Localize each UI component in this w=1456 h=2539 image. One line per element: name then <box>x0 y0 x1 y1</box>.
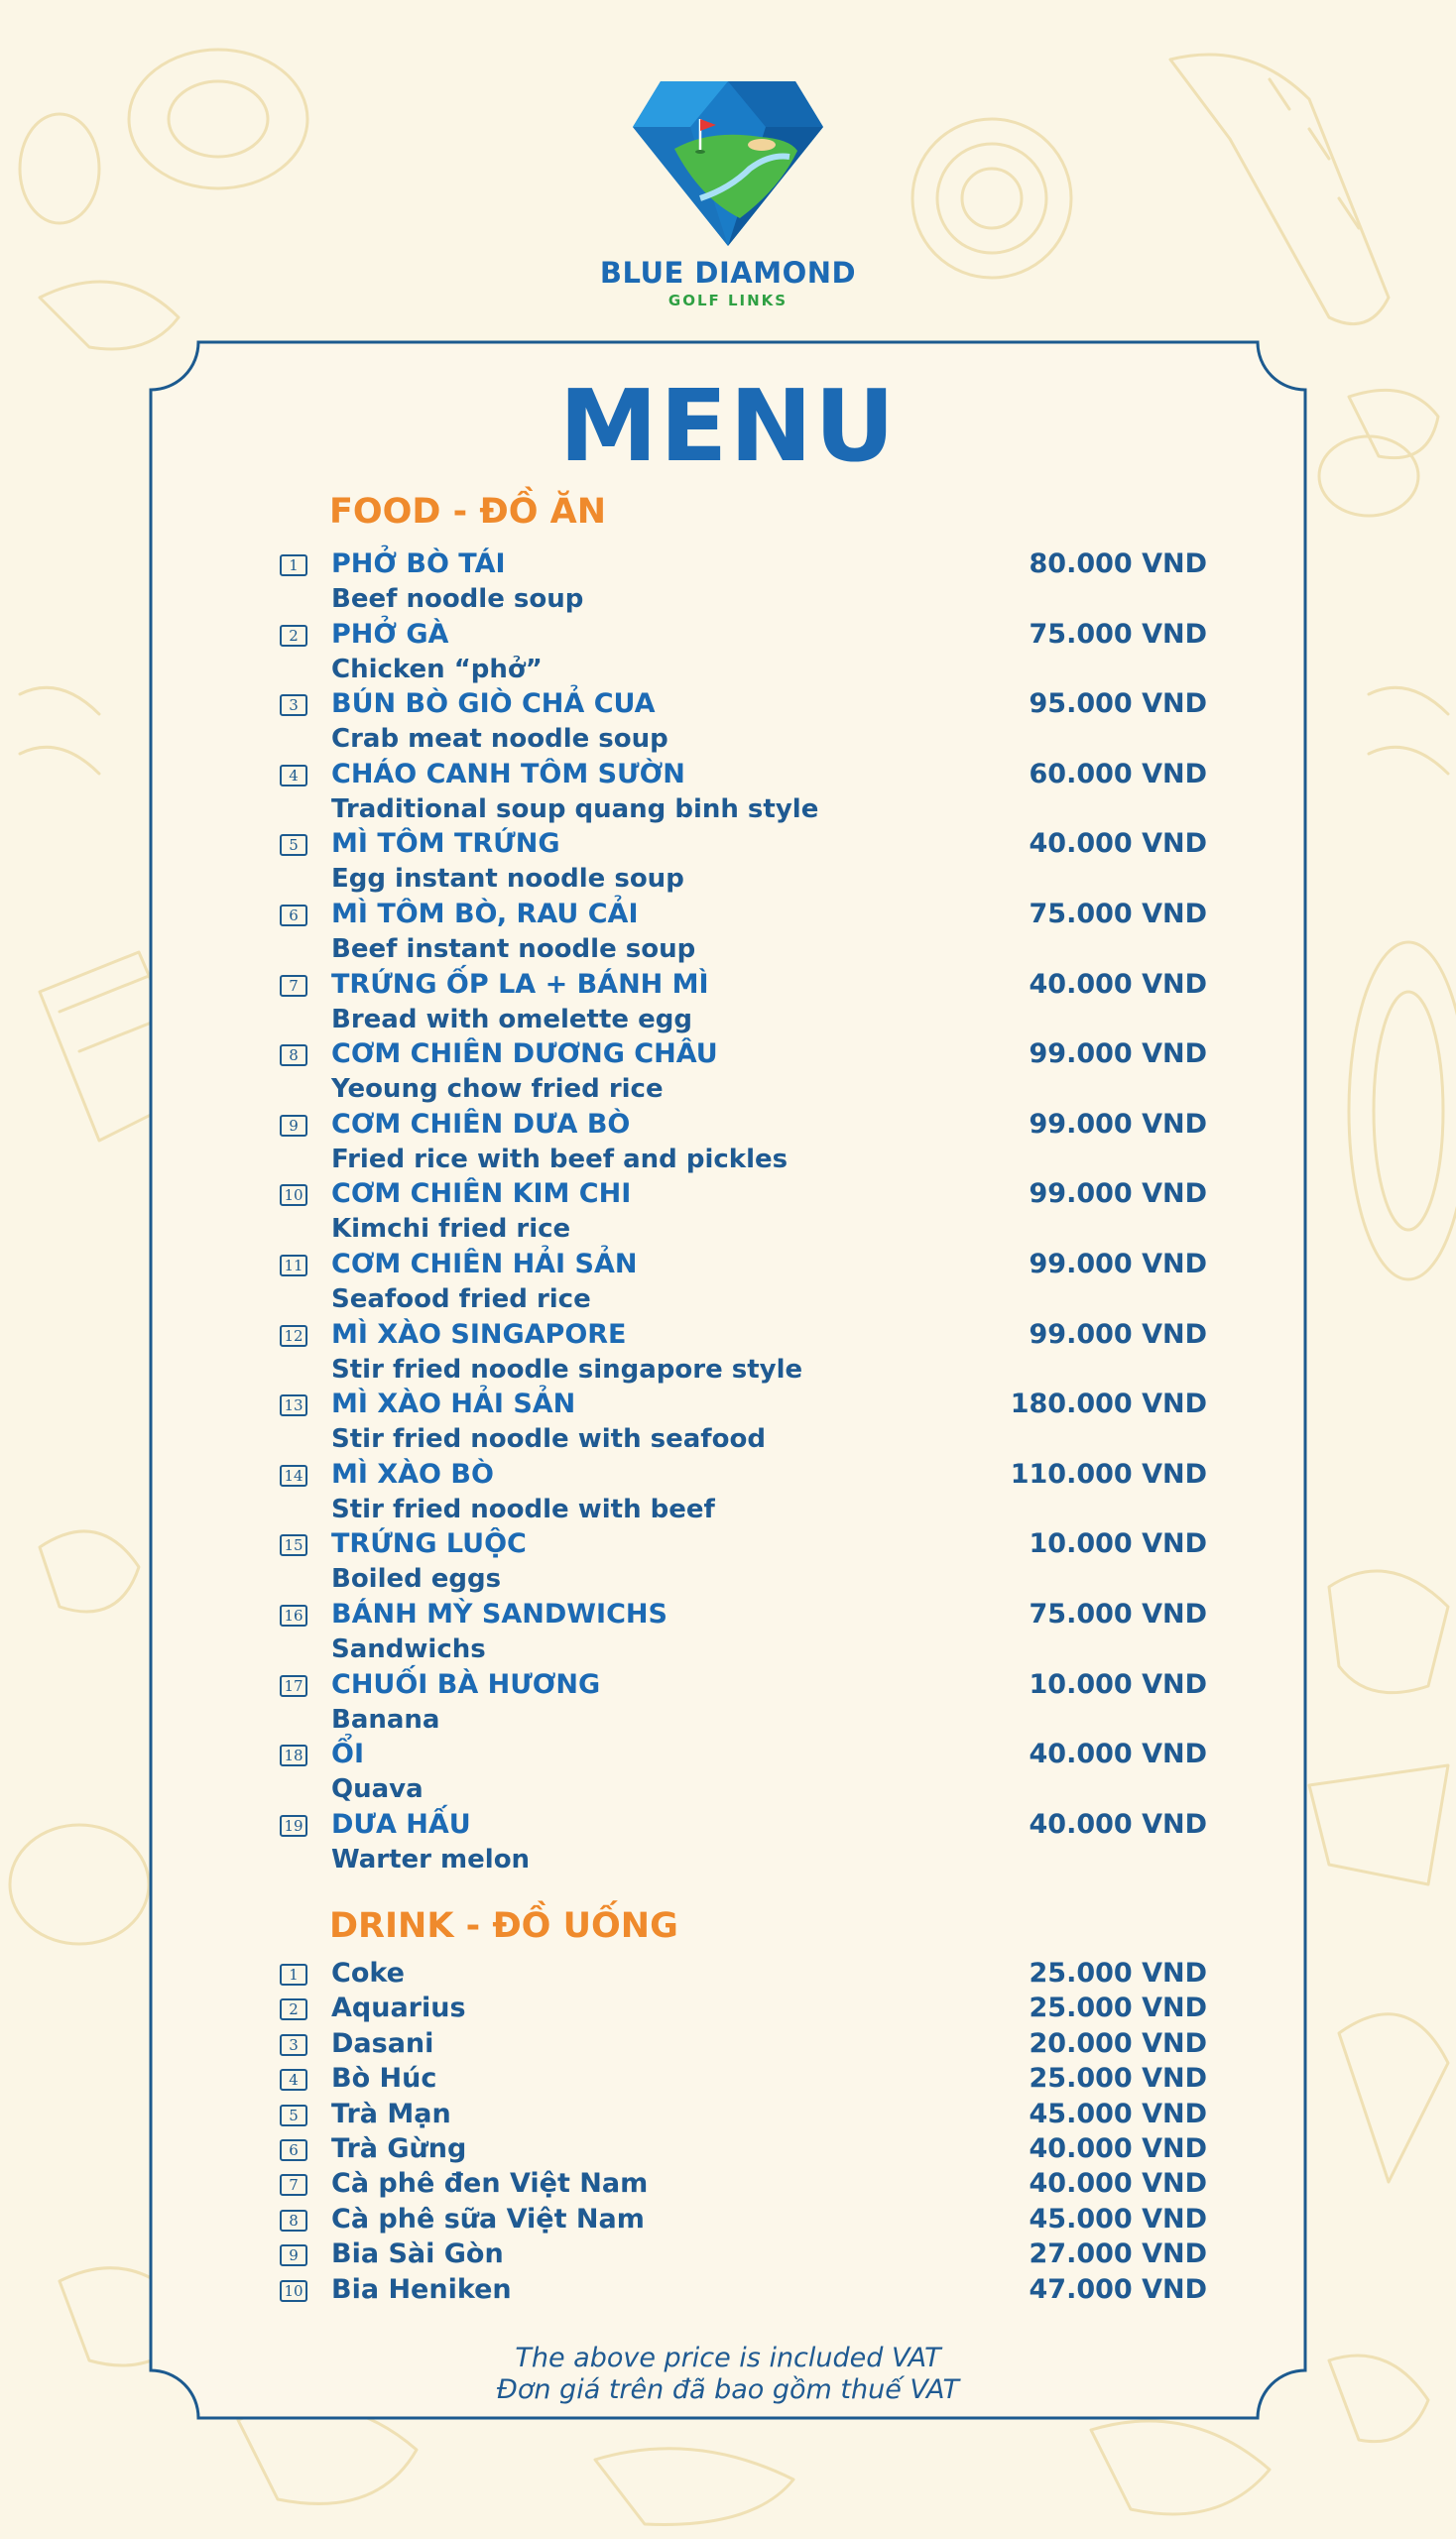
item-name: Bò Húc <box>331 2063 437 2095</box>
item-number: 8 <box>280 1044 307 1066</box>
drink-list <box>280 1956 1207 2307</box>
item-description: Boiled eggs <box>331 1564 502 1595</box>
item-number: 19 <box>280 1815 307 1837</box>
item-name: Bia Sài Gòn <box>331 2238 504 2270</box>
item-number: 1 <box>280 554 307 576</box>
item-price: 110.000 VND <box>1010 1458 1207 1490</box>
item-description: Crab meat noodle soup <box>331 724 668 755</box>
food-list <box>280 546 1207 1876</box>
item-description: Yeoung chow fried rice <box>331 1074 664 1105</box>
item-number: 1 <box>280 1964 307 1986</box>
item-price: 75.000 VND <box>1029 898 1207 929</box>
item-number: 2 <box>280 1998 307 2020</box>
item-number: 2 <box>280 625 307 647</box>
item-name: PHỞ BÒ TÁI <box>331 548 506 579</box>
item-number: 13 <box>280 1394 307 1416</box>
item-description: Chicken “phở” <box>331 654 543 684</box>
item-name: CHÁO CANH TÔM SƯỜN <box>331 758 685 789</box>
drink-item <box>280 2097 1207 2131</box>
food-item <box>280 897 1207 967</box>
item-name: Trà Gừng <box>331 2132 467 2164</box>
diamond-logo-icon <box>631 79 825 248</box>
food-item <box>280 1036 1207 1107</box>
drink-item <box>280 1956 1207 1991</box>
item-name: BÚN BÒ GIÒ CHẢ CUA <box>331 688 656 720</box>
item-name: Cà phê sữa Việt Nam <box>331 2203 645 2235</box>
item-name: CƠM CHIÊN DƯƠNG CHÂU <box>331 1038 718 1070</box>
food-item <box>280 686 1207 757</box>
item-price: 25.000 VND <box>1029 2063 1207 2095</box>
item-description: Stir fried noodle with seafood <box>331 1424 766 1455</box>
food-item <box>280 1526 1207 1597</box>
drink-item <box>280 2166 1207 2201</box>
food-item <box>280 1667 1207 1738</box>
item-name: MÌ TÔM BÒ, RAU CẢI <box>331 898 639 929</box>
drink-item <box>280 2237 1207 2271</box>
item-name: Aquarius <box>331 1993 466 2024</box>
item-name: MÌ XÀO BÒ <box>331 1458 494 1490</box>
food-item <box>280 1457 1207 1527</box>
item-price: 27.000 VND <box>1029 2238 1207 2270</box>
item-number: 7 <box>280 975 307 997</box>
item-name: TRỨNG LUỘC <box>331 1528 527 1560</box>
food-item <box>280 826 1207 897</box>
item-name: PHỞ GÀ <box>331 618 449 650</box>
drink-item <box>280 2061 1207 2096</box>
drink-item <box>280 1991 1207 2025</box>
item-price: 25.000 VND <box>1029 1993 1207 2024</box>
item-price: 10.000 VND <box>1029 1668 1207 1700</box>
item-description: Seafood fried rice <box>331 1283 591 1314</box>
item-price: 80.000 VND <box>1029 548 1207 579</box>
drink-item <box>280 2026 1207 2061</box>
item-description: Sandwichs <box>331 1633 486 1664</box>
item-price: 25.000 VND <box>1029 1958 1207 1989</box>
item-number: 16 <box>280 1605 307 1627</box>
item-price: 45.000 VND <box>1029 2203 1207 2235</box>
item-description: Beef instant noodle soup <box>331 933 696 964</box>
item-number: 10 <box>280 1184 307 1206</box>
item-price: 99.000 VND <box>1029 1318 1207 1350</box>
item-price: 99.000 VND <box>1029 1178 1207 1210</box>
item-number: 9 <box>280 2244 307 2266</box>
item-number: 4 <box>280 765 307 786</box>
item-price: 99.000 VND <box>1029 1038 1207 1070</box>
item-number: 15 <box>280 1534 307 1556</box>
food-item <box>280 967 1207 1037</box>
item-name: MÌ XÀO SINGAPORE <box>331 1318 627 1350</box>
food-item <box>280 1737 1207 1807</box>
vat-note-vietnamese: Đơn giá trên đã bao gồm thuế VAT <box>496 2374 960 2405</box>
item-name: TRỨNG ỐP LA + BÁNH MÌ <box>331 968 709 1000</box>
item-name: Bia Heniken <box>331 2273 512 2305</box>
food-item <box>280 1107 1207 1177</box>
item-price: 99.000 VND <box>1029 1248 1207 1279</box>
food-item <box>280 757 1207 827</box>
item-name: Coke <box>331 1958 405 1989</box>
item-price: 40.000 VND <box>1029 828 1207 860</box>
item-name: Cà phê đen Việt Nam <box>331 2168 649 2200</box>
item-price: 45.000 VND <box>1029 2098 1207 2129</box>
item-description: Beef noodle soup <box>331 584 584 614</box>
item-price: 40.000 VND <box>1029 2168 1207 2200</box>
food-item <box>280 1247 1207 1317</box>
item-number: 6 <box>280 905 307 926</box>
item-price: 99.000 VND <box>1029 1108 1207 1140</box>
item-price: 180.000 VND <box>1010 1389 1207 1420</box>
item-description: Warter melon <box>331 1844 531 1874</box>
item-price: 40.000 VND <box>1029 968 1207 1000</box>
drink-item <box>280 2131 1207 2166</box>
drink-item <box>280 2202 1207 2237</box>
food-item <box>280 1176 1207 1247</box>
item-description: Fried rice with beef and pickles <box>331 1144 789 1174</box>
item-name: Trà Mạn <box>331 2098 451 2129</box>
item-name: Dasani <box>331 2027 434 2059</box>
item-name: DƯA HẤU <box>331 1808 471 1840</box>
item-name: CƠM CHIÊN DƯA BÒ <box>331 1108 631 1140</box>
menu-title: MENU <box>558 368 898 484</box>
food-item <box>280 1387 1207 1457</box>
item-description: Stir fried noodle singapore style <box>331 1354 803 1385</box>
item-price: 40.000 VND <box>1029 1808 1207 1840</box>
item-number: 14 <box>280 1465 307 1487</box>
item-price: 75.000 VND <box>1029 1598 1207 1630</box>
item-price: 95.000 VND <box>1029 688 1207 720</box>
item-description: Banana <box>331 1704 440 1735</box>
food-section-heading: FOOD - ĐỒ ĂN <box>329 492 607 532</box>
item-number: 10 <box>280 2280 307 2302</box>
item-description: Bread with omelette egg <box>331 1004 692 1034</box>
item-price: 60.000 VND <box>1029 758 1207 789</box>
item-number: 12 <box>280 1325 307 1347</box>
item-number: 4 <box>280 2069 307 2091</box>
item-number: 7 <box>280 2174 307 2196</box>
item-price: 40.000 VND <box>1029 2132 1207 2164</box>
item-price: 20.000 VND <box>1029 2027 1207 2059</box>
item-description: Quava <box>331 1774 424 1805</box>
item-name: CHUỐI BÀ HƯƠNG <box>331 1668 601 1700</box>
item-number: 11 <box>280 1255 307 1276</box>
item-name: BÁNH MỲ SANDWICHS <box>331 1598 667 1630</box>
drink-section-heading: DRINK - ĐỒ UỐNG <box>329 1906 678 1946</box>
item-number: 3 <box>280 2034 307 2056</box>
food-item <box>280 1597 1207 1667</box>
item-number: 9 <box>280 1115 307 1137</box>
item-price: 10.000 VND <box>1029 1528 1207 1560</box>
item-number: 5 <box>280 834 307 856</box>
item-number: 18 <box>280 1745 307 1766</box>
vat-note-english: The above price is included VAT <box>515 2343 941 2373</box>
food-item <box>280 617 1207 687</box>
item-name: ỔI <box>331 1739 364 1770</box>
item-price: 47.000 VND <box>1029 2273 1207 2305</box>
item-description: Kimchi fried rice <box>331 1214 571 1245</box>
food-item <box>280 1317 1207 1388</box>
food-item <box>280 546 1207 617</box>
item-number: 8 <box>280 2210 307 2232</box>
item-description: Egg instant noodle soup <box>331 864 684 895</box>
brand-name: BLUE DIAMOND <box>599 256 857 290</box>
item-number: 17 <box>280 1675 307 1697</box>
item-number: 5 <box>280 2105 307 2126</box>
brand-logo <box>0 79 1456 309</box>
item-price: 75.000 VND <box>1029 618 1207 650</box>
food-item <box>280 1807 1207 1877</box>
item-description: Stir fried noodle with beef <box>331 1494 715 1524</box>
brand-subtitle: GOLF LINKS <box>667 292 789 309</box>
item-name: MÌ TÔM TRỨNG <box>331 828 560 860</box>
item-name: CƠM CHIÊN HẢI SẢN <box>331 1248 638 1279</box>
drink-item <box>280 2272 1207 2307</box>
item-price: 40.000 VND <box>1029 1739 1207 1770</box>
item-number: 3 <box>280 694 307 716</box>
item-description: Traditional soup quang binh style <box>331 793 819 824</box>
item-number: 6 <box>280 2139 307 2161</box>
item-name: CƠM CHIÊN KIM CHI <box>331 1178 632 1210</box>
item-name: MÌ XÀO HẢI SẢN <box>331 1389 576 1420</box>
